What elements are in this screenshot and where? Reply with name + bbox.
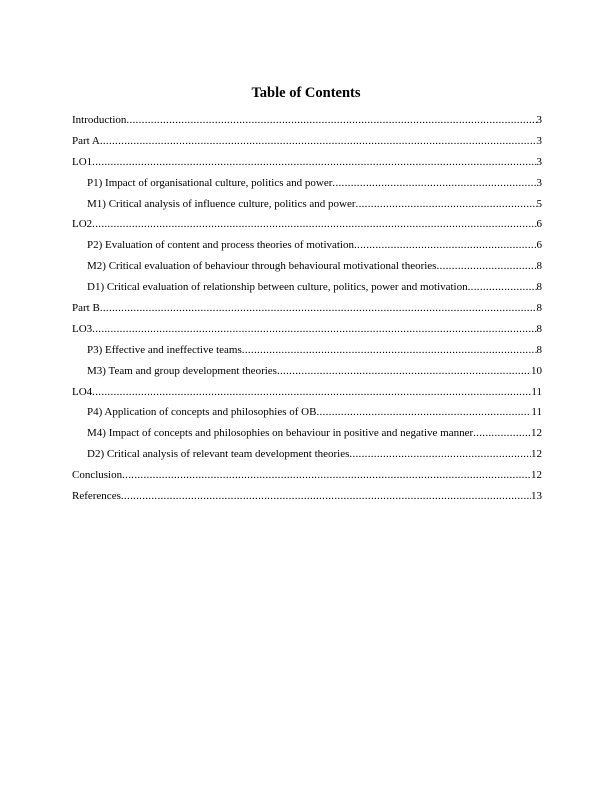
toc-page-number: 3 xyxy=(536,134,542,147)
toc-dot-leader xyxy=(349,447,531,461)
toc-entry[interactable] xyxy=(72,238,542,259)
toc-title: Table of Contents xyxy=(251,85,361,101)
toc-entry[interactable] xyxy=(72,343,542,364)
toc-page-number: 6 xyxy=(536,239,542,252)
toc-entry-link[interactable]: LO1 xyxy=(72,155,93,168)
toc-entry[interactable] xyxy=(72,301,542,322)
toc-page-number: 3 xyxy=(536,155,542,168)
toc-entry-link[interactable]: D1) Critical evaluation of relationship between culture, politics, power and motivation xyxy=(87,281,468,294)
toc-entry[interactable] xyxy=(72,468,542,489)
toc-entry-link[interactable]: M1) Critical analysis of influence culture, politics and power xyxy=(87,197,356,210)
toc-dot-leader xyxy=(436,259,536,273)
toc-entry[interactable] xyxy=(72,113,542,134)
toc-entry[interactable] xyxy=(72,447,542,468)
toc-dot-leader xyxy=(92,155,536,169)
toc-entry[interactable] xyxy=(72,134,542,155)
toc-entry-link[interactable]: P4) Application of concepts and philosophies of OB xyxy=(87,406,317,419)
toc-dot-leader xyxy=(316,405,531,419)
toc-entry[interactable] xyxy=(72,426,542,447)
toc-page-number: 11 xyxy=(531,406,542,419)
toc-entry-link[interactable]: References xyxy=(72,490,121,503)
toc-entry[interactable] xyxy=(72,489,542,510)
toc-entry-link[interactable]: P3) Effective and ineffective teams xyxy=(87,343,242,356)
toc-entry-link[interactable]: Part B xyxy=(72,302,100,315)
toc-page-number: 13 xyxy=(531,490,542,503)
toc-page-number: 6 xyxy=(536,218,542,231)
toc-entry[interactable] xyxy=(72,405,542,426)
toc-entry[interactable] xyxy=(72,155,542,176)
toc-dot-leader xyxy=(468,280,537,294)
toc-dot-leader xyxy=(356,197,537,211)
toc-entry-link[interactable]: Introduction xyxy=(72,114,127,126)
toc-page-number: 11 xyxy=(531,385,542,398)
toc-entry-link[interactable]: M2) Critical evaluation of behaviour through behavioural motivational theories xyxy=(87,260,437,273)
toc-entry-link[interactable]: LO3 xyxy=(72,322,93,335)
toc-entry[interactable] xyxy=(72,280,542,301)
toc-entry-link[interactable]: LO4 xyxy=(72,385,93,398)
toc-entry-link[interactable]: P2) Evaluation of content and process theories of motivation xyxy=(87,239,354,252)
toc-page-number: 12 xyxy=(531,469,542,482)
toc-dot-leader xyxy=(473,426,531,440)
toc-entry[interactable] xyxy=(72,385,542,406)
toc-entry-link[interactable]: P1) Impact of organisational culture, politics and power xyxy=(87,176,333,189)
toc-entry[interactable] xyxy=(72,217,542,238)
toc-entry-link[interactable]: M4) Impact of concepts and philosophies on behaviour in positive and negative manner xyxy=(87,427,474,440)
toc-entry[interactable] xyxy=(72,322,542,343)
toc-entry[interactable] xyxy=(72,259,542,280)
toc-page-number: 12 xyxy=(531,427,542,440)
toc-dot-leader xyxy=(126,113,536,127)
toc-entry[interactable] xyxy=(72,197,542,218)
toc-page-number: 3 xyxy=(536,114,542,126)
toc-dot-leader xyxy=(92,217,536,231)
toc-dot-leader xyxy=(242,343,537,357)
toc-page-number: 5 xyxy=(536,197,542,210)
toc-entry-link[interactable]: Part A xyxy=(72,134,100,147)
toc-page-number: 8 xyxy=(536,322,542,335)
toc-page-number: 8 xyxy=(536,260,542,273)
toc-dot-leader xyxy=(277,364,531,378)
toc-page-number: 8 xyxy=(536,281,542,294)
toc-page-number: 10 xyxy=(531,364,542,377)
toc-page-number: 8 xyxy=(536,343,542,356)
toc-page-number: 8 xyxy=(536,302,542,315)
toc-page-number: 3 xyxy=(536,176,542,189)
toc-entry-link[interactable]: Conclusion xyxy=(72,469,123,482)
toc-dot-leader xyxy=(122,468,531,482)
table-of-contents xyxy=(72,113,542,510)
toc-page-number: 12 xyxy=(531,448,542,461)
toc-dot-leader xyxy=(100,134,537,148)
toc-entry-link[interactable]: M3) Team and group development theories xyxy=(87,364,277,377)
toc-dot-leader xyxy=(92,385,531,399)
toc-dot-leader xyxy=(100,301,537,315)
toc-entry-link[interactable]: LO2 xyxy=(72,218,93,231)
toc-dot-leader xyxy=(354,238,537,252)
toc-dot-leader xyxy=(92,322,536,336)
toc-entry[interactable] xyxy=(72,364,542,385)
toc-dot-leader xyxy=(121,489,531,503)
toc-entry-link[interactable]: D2) Critical analysis of relevant team development theories xyxy=(87,448,350,461)
toc-dot-leader xyxy=(332,176,536,190)
toc-entry[interactable] xyxy=(72,176,542,197)
